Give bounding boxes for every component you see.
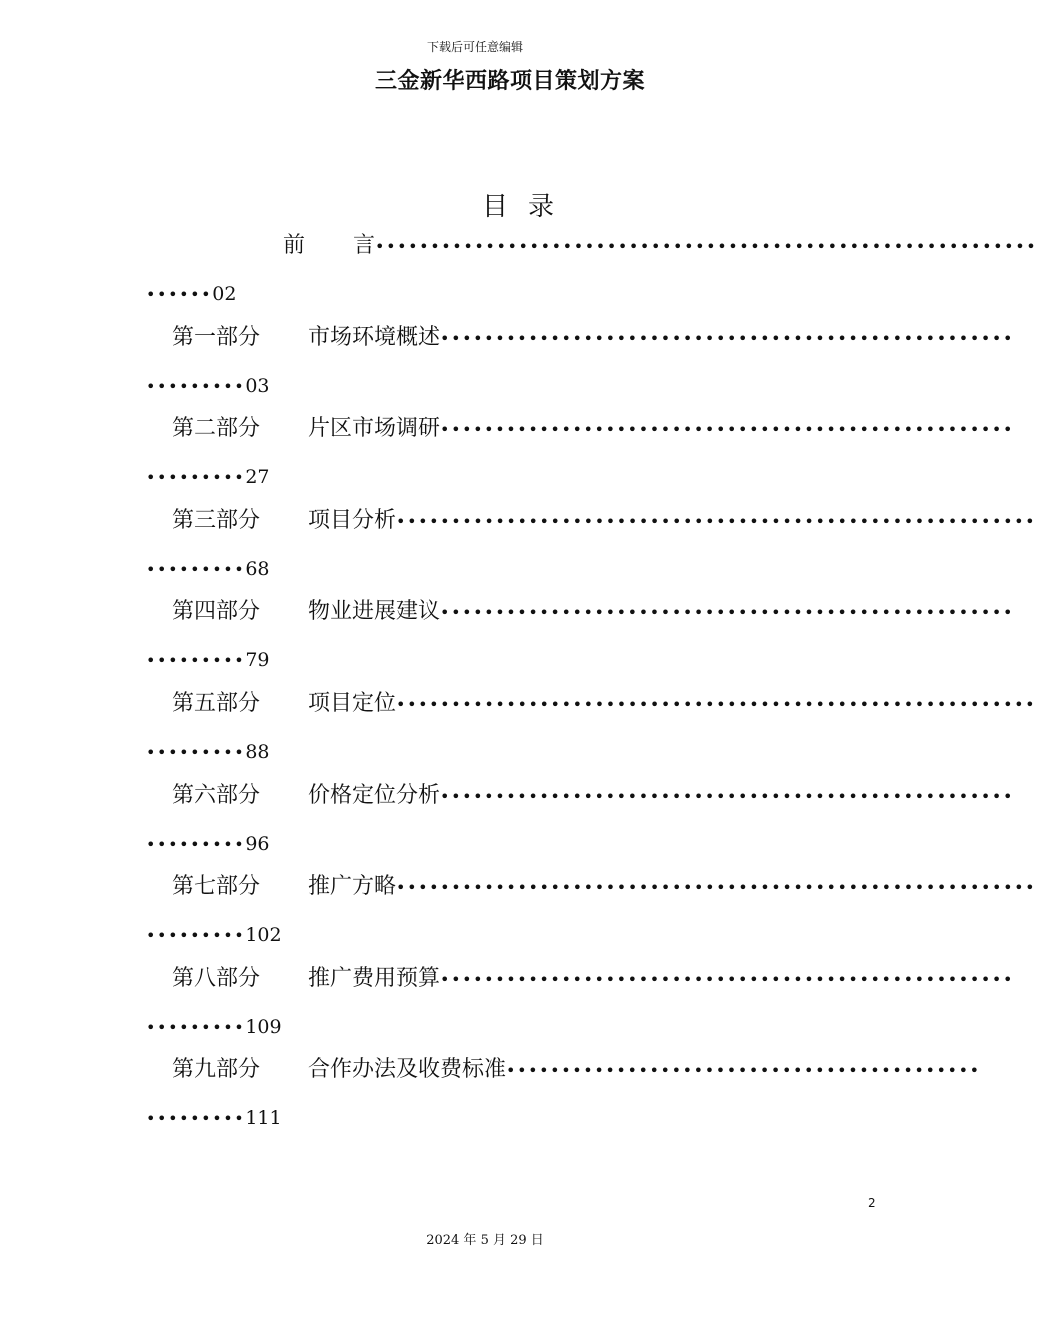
toc-entry-page: 111 [245, 1107, 282, 1129]
toc-entry-2[interactable] [172, 415, 1014, 444]
toc-entry-title: 价格定位分析 [308, 783, 441, 808]
toc-entry-6[interactable] [172, 782, 1014, 811]
toc-heading-left: 目 [482, 192, 509, 222]
footer-date: 2024 年 5 月 29 日 [426, 1233, 544, 1248]
toc-preface-cont-leader: •••••• [146, 285, 213, 304]
toc-entry-page: 96 [245, 833, 270, 855]
toc-entry-cont-leader: ••••••••• [146, 468, 246, 487]
toc-entry-part: 第五部分 [172, 691, 261, 716]
toc-entry-9-page-line[interactable] [146, 1106, 282, 1131]
toc-entry-part: 第二部分 [172, 416, 261, 441]
toc-entry-page: 79 [245, 649, 270, 671]
toc-entry-4-page-line[interactable] [146, 648, 270, 673]
toc-entry-page: 109 [245, 1016, 282, 1038]
toc-entry-page: 102 [245, 924, 282, 946]
toc-entry-title: 推广方略 [308, 874, 397, 899]
toc-entry-6-page-line[interactable] [146, 832, 270, 857]
document-title: 三金新华西路项目策划方案 [374, 69, 645, 94]
toc-entry-1-page-line[interactable] [146, 374, 270, 399]
toc-entry-page: 68 [245, 558, 270, 580]
toc-heading [482, 186, 554, 223]
toc-entry-leader: •••••••••••••••••••••••••••••••••••••••••••••••••••••••••• [396, 695, 1037, 714]
toc-entry-title: 项目分析 [308, 508, 397, 533]
toc-entry-4[interactable] [172, 598, 1014, 627]
toc-entry-title: 推广费用预算 [308, 966, 441, 991]
toc-entry-leader: •••••••••••••••••••••••••••••••••••••••••••••••••••• [440, 603, 1014, 622]
toc-entry-leader: •••••••••••••••••••••••••••••••••••••••••••••••••••••••••• [396, 512, 1037, 531]
toc-entry-1[interactable] [172, 324, 1014, 353]
toc-entry-leader: •••••••••••••••••••••••••••••••••••••••••••••••••••• [440, 970, 1014, 989]
toc-entry-page: 03 [245, 375, 270, 397]
toc-entry-cont-leader: ••••••••• [146, 926, 246, 945]
toc-entry-3[interactable] [172, 507, 1037, 536]
toc-entry-7-page-line[interactable] [146, 923, 282, 948]
header-note: 下载后可任意编辑 [426, 40, 523, 54]
toc-heading-right: 录 [528, 192, 555, 222]
toc-entry-5-page-line[interactable] [146, 740, 270, 765]
toc-preface-label-right: 言 [353, 233, 376, 258]
toc-entry-title: 合作办法及收费标准 [308, 1057, 507, 1082]
toc-entry-leader: •••••••••••••••••••••••••••••••••••••••••••••••••••• [440, 787, 1014, 806]
toc-entry-title: 片区市场调研 [308, 416, 441, 441]
toc-preface-page-line[interactable] [146, 282, 236, 307]
toc-preface-label-left: 前 [283, 233, 306, 258]
toc-entry-cont-leader: ••••••••• [146, 743, 246, 762]
toc-entry-cont-leader: ••••••••• [146, 560, 246, 579]
toc-entry-8[interactable] [172, 965, 1014, 994]
toc-entry-leader: •••••••••••••••••••••••••••••••••••••••••••••••••••• [440, 329, 1014, 348]
toc-entry-title: 市场环境概述 [308, 325, 441, 350]
toc-entry-leader: •••••••••••••••••••••••••••••••••••••••••••••••••••••••••• [396, 878, 1037, 897]
toc-entry-2-page-line[interactable] [146, 465, 270, 490]
toc-entry-part: 第八部分 [172, 966, 261, 991]
toc-entry-part: 第九部分 [172, 1057, 261, 1082]
toc-entry-part: 第七部分 [172, 874, 261, 899]
toc-entry-part: 第六部分 [172, 783, 261, 808]
toc-entry-5[interactable] [172, 690, 1037, 719]
toc-entry-title: 物业进展建议 [308, 599, 441, 624]
toc-entry-leader: ••••••••••••••••••••••••••••••••••••••••••• [506, 1061, 981, 1080]
toc-entry-3-page-line[interactable] [146, 557, 270, 582]
toc-entry-7[interactable] [172, 873, 1037, 902]
toc-entry-part: 第四部分 [172, 599, 261, 624]
toc-entry-cont-leader: ••••••••• [146, 1109, 246, 1128]
toc-entry-cont-leader: ••••••••• [146, 377, 246, 396]
toc-entry-part: 第三部分 [172, 508, 261, 533]
toc-entry-part: 第一部分 [172, 325, 261, 350]
toc-preface-leader: •••••••••••••••••••••••••••••••••••••••••••••••••••••••••••• [375, 237, 1037, 256]
toc-entry-page: 88 [245, 741, 270, 763]
toc-entry-cont-leader: ••••••••• [146, 1018, 246, 1037]
toc-preface-page: 02 [212, 283, 237, 305]
toc-entry-title: 项目定位 [308, 691, 397, 716]
toc-preface-line[interactable] [283, 232, 1037, 261]
toc-entry-cont-leader: ••••••••• [146, 651, 246, 670]
page-number: 2 [868, 1196, 876, 1210]
toc-entry-page: 27 [245, 466, 270, 488]
toc-entry-9[interactable] [172, 1056, 981, 1085]
toc-entry-leader: •••••••••••••••••••••••••••••••••••••••••••••••••••• [440, 420, 1014, 439]
toc-entry-8-page-line[interactable] [146, 1015, 282, 1040]
toc-entry-cont-leader: ••••••••• [146, 835, 246, 854]
